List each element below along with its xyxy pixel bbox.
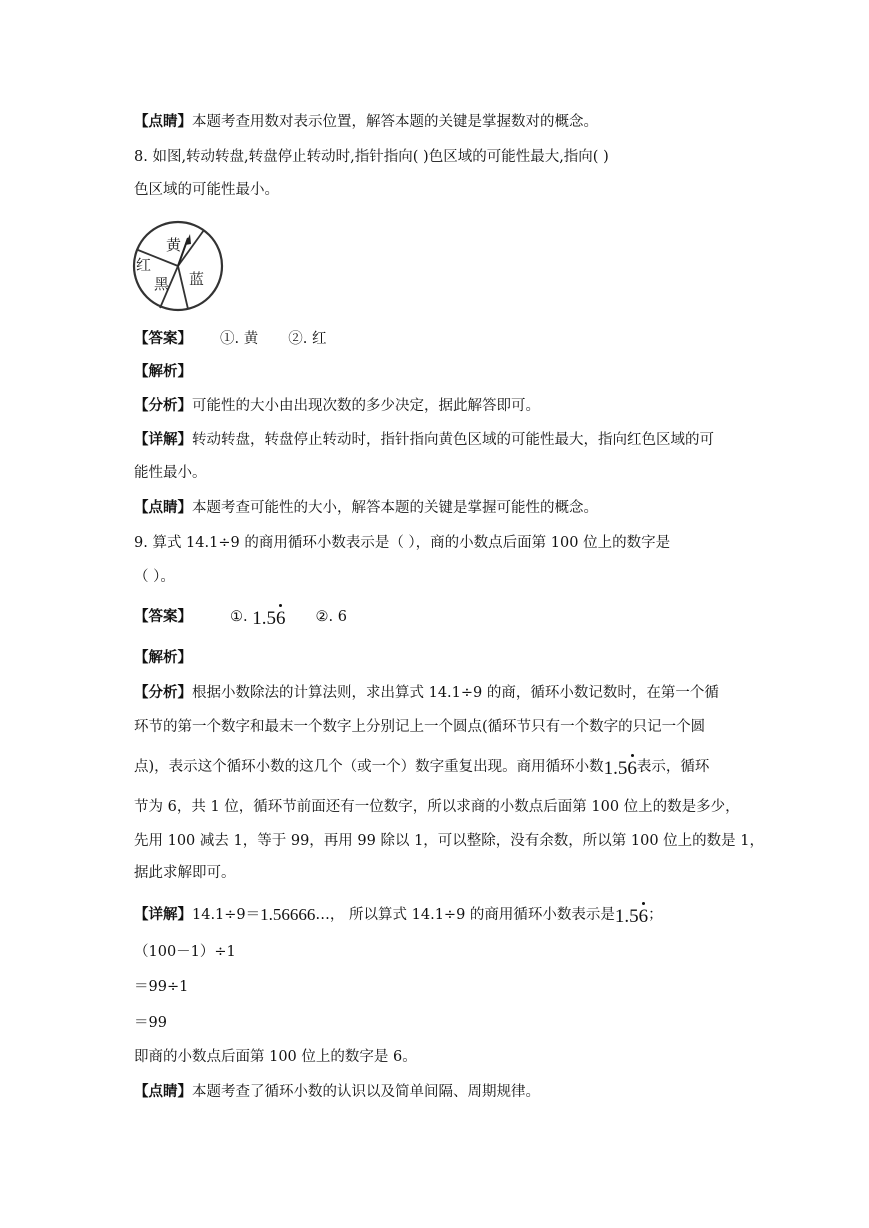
repeating-decimal: 1.56 xyxy=(603,758,637,779)
spinner-label-black: 黑 xyxy=(154,275,170,293)
calc-line-3: ＝99 xyxy=(134,1015,167,1031)
calc-line-1: （100－1）÷1 xyxy=(134,944,236,960)
tip-tag: 【点睛】 xyxy=(134,113,192,130)
spinner-divider xyxy=(178,230,204,266)
q7-tip xyxy=(134,112,598,132)
xiangjie-text: 转动转盘，转盘停止转动时，指针指向黄色区域的可能性最大，指向红色区域的可 xyxy=(192,432,714,448)
calc-line-2: ＝99÷1 xyxy=(134,979,189,995)
answer1-num: ①. xyxy=(230,609,248,625)
q8-xiangjie xyxy=(134,430,714,450)
answer-tag: 【答案】 xyxy=(134,330,192,347)
answer1: 黄 xyxy=(243,331,259,347)
tip-text: 本题考查可能性的大小，解答本题的关键是掌握可能性的概念。 xyxy=(192,500,598,516)
q8-tip xyxy=(134,498,598,518)
tip-tag: 【点睛】 xyxy=(134,1083,192,1100)
q9-analysis-tag: 【解析】 xyxy=(134,649,192,666)
tip-tag: 【点睛】 xyxy=(134,499,192,516)
q9-question-line1: 9. 算式 14.1÷9 的商用循环小数表示是（ ），商的小数点后面第 100 位上的数字是 xyxy=(134,535,671,551)
answer2-num: ②. xyxy=(288,331,308,347)
answer-tag: 【答案】 xyxy=(134,608,192,625)
answer2-num: ②. xyxy=(315,609,334,625)
q9-fenxi-4: 节为 6，共 1 位，循环节前面还有一位数字，所以求商的小数点后面第 100 位上的数是多少， xyxy=(134,799,740,815)
q8-fenxi xyxy=(134,396,540,416)
repeating-decimal: 1.56 xyxy=(614,906,649,927)
answer2: 红 xyxy=(311,331,327,347)
repeat-digit: 6 xyxy=(275,608,286,629)
q9-fenxi-6: 据此求解即可。 xyxy=(134,865,236,881)
xiangjie-tag: 【详解】 xyxy=(134,906,192,923)
xiangjie-tag: 【详解】 xyxy=(134,431,192,448)
q9-xiangjie: 【详解】14.1÷9＝1.56666…， 所以算式 14.1÷9 的商用循环小数表示是1.56； xyxy=(134,905,663,927)
spinner-label-red: 红 xyxy=(136,256,152,274)
fenxi-text: 可能性的大小由出现次数的多少决定，据此解答即可。 xyxy=(192,398,540,414)
spinner-pointer-head xyxy=(185,234,191,245)
repeat-digit: 6 xyxy=(638,906,649,927)
q8-xiangjie-cont: 能性最小。 xyxy=(134,465,207,481)
repeat-digit: 6 xyxy=(627,758,637,779)
tip-text: 本题考查了循环小数的认识以及简单间隔、周期规律。 xyxy=(192,1084,540,1100)
q9-conclusion: 即商的小数点后面第 100 位上的数字是 6。 xyxy=(134,1049,417,1065)
tip-text: 本题考查用数对表示位置，解答本题的关键是掌握数对的概念。 xyxy=(192,114,598,130)
spinner-label-blue: 蓝 xyxy=(189,270,205,288)
repeating-decimal: 1.56 xyxy=(252,608,286,629)
q8-answer xyxy=(134,329,326,349)
q9-answer xyxy=(134,607,347,629)
q9-fenxi-5: 先用 100 减去 1，等于 99，再用 99 除以 1，可以整除，没有余数，所以第 100 位上的数是 1， xyxy=(134,833,765,849)
spinner-label-yellow: 黄 xyxy=(166,236,182,254)
q9-tip xyxy=(134,1082,540,1102)
fenxi-tag: 【分析】 xyxy=(134,397,192,414)
q9-question-line2: （ ）。 xyxy=(134,569,175,585)
fenxi-tag: 【分析】 xyxy=(134,684,192,701)
spinner-figure xyxy=(132,220,226,314)
q9-fenxi-2: 环节的第一个数字和最末一个数字上分别记上一个圆点(循环节只有一个数字的只记一个圆 xyxy=(134,719,706,735)
answer1-num: ①. xyxy=(220,331,240,347)
q8-analysis-tag: 【解析】 xyxy=(134,363,192,380)
answer2: 6 xyxy=(337,609,347,625)
spinner-divider xyxy=(178,266,188,309)
q8-question-line2: 色区域的可能性最小。 xyxy=(134,182,279,198)
q9-fenxi-3: 点)，表示这个循环小数的这几个（或一个）数字重复出现。商用循环小数1.56表示，循环 xyxy=(134,758,710,779)
q9-fenxi-1: 【分析】根据小数除法的计算法则，求出算式 14.1÷9 的商，循环小数记数时，在第一个循 xyxy=(134,684,719,701)
decimal-value: 1.56666 xyxy=(260,905,316,924)
q8-question-line1: 8. 如图,转动转盘,转盘停止转动时,指针指向( )色区域的可能性最大,指向( ) xyxy=(134,149,609,165)
